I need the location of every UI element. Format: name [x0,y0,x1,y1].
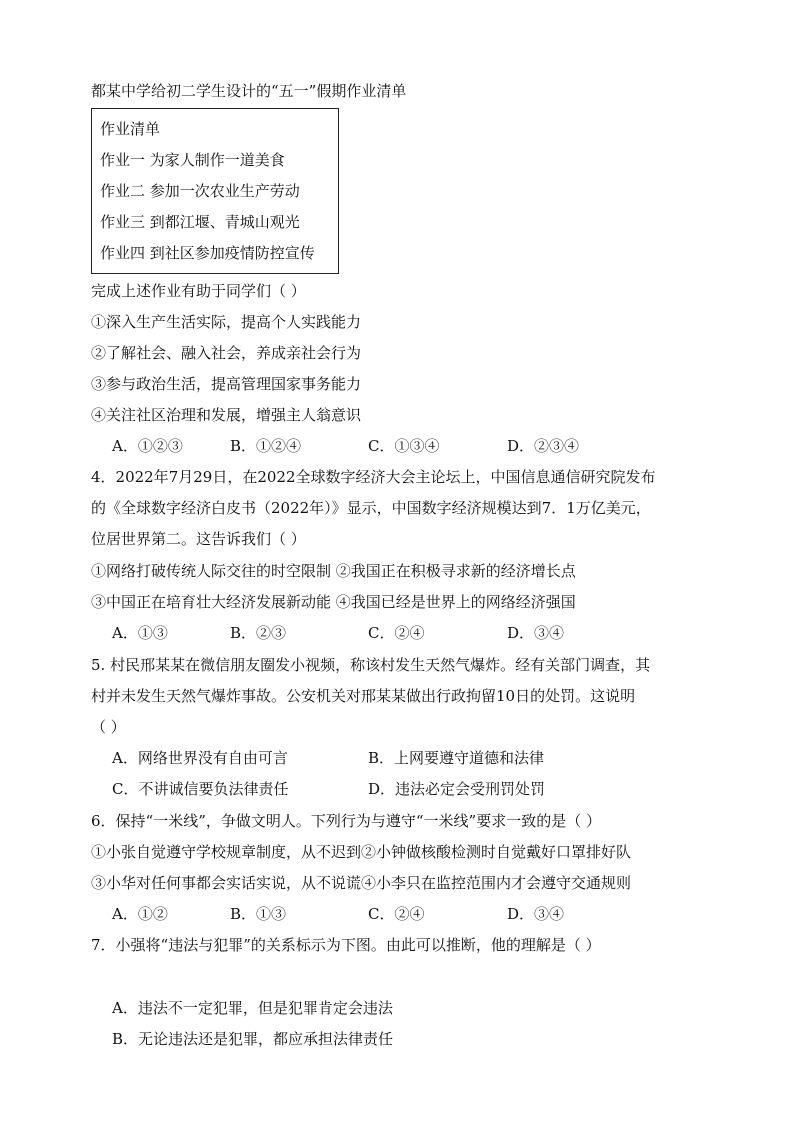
q5-option-c[interactable]: C．不讲诚信要负法律责任 [112,780,289,798]
q4-stem-line: 4．2022年7月29日，在2022全球数字经济大会主论坛上，中国信息通信研究院发布 [91,468,656,486]
q5-stem-line: （ ） [91,718,126,736]
q7-stem: 7．小强将“违法与犯罪”的关系标示为下图。由此可以推断，他的理解是（ ） [91,936,601,954]
q6-statement: ③小华对任何事都会实话实说，从不说谎④小李只在监控范围内才会遵守交通规则 [91,874,632,892]
homework-item: 作业一 为家人制作一道美食 [100,151,285,169]
q6-option-b[interactable]: B．①③ [230,905,287,923]
intro-text: 都某中学给初二学生设计的“五一”假期作业清单 [91,82,407,100]
q4-stem-line: 的《全球数字经济白皮书（2022年）》显示，中国数字经济规模达到7．1万亿美元， [91,499,651,517]
homework-item: 作业四 到社区参加疫情防控宣传 [100,244,315,262]
q3-statement: ④关注社区治理和发展，增强主人翁意识 [91,406,362,424]
homework-box-title: 作业清单 [100,120,161,138]
q5-stem-line: 村并未发生天然气爆炸事故。公安机关对邢某某做出行政拘留10日的处罚。这说明 [91,687,636,705]
q4-option-d[interactable]: D．③④ [507,624,565,642]
q5-stem-line: 5. 村民邢某某在微信朋友圈发小视频，称该村发生天然气爆炸。经有关部门调查，其 [91,656,651,674]
q6-stem: 6．保持“一米线”，争做文明人。下列行为与遵守“一米线”要求一致的是（ ） [91,812,601,830]
q4-option-b[interactable]: B．②③ [230,624,287,642]
q3-option-a[interactable]: A．①②③ [112,437,183,455]
q6-option-a[interactable]: A．①② [112,905,168,923]
q4-statement: ③中国正在培育壮大经济发展新动能 ④我国已经是世界上的网络经济强国 [91,593,576,611]
q3-option-d[interactable]: D．②③④ [507,437,580,455]
q3-statement: ②了解社会、融入社会，养成亲社会行为 [91,344,362,362]
homework-item: 作业二 参加一次农业生产劳动 [100,182,300,200]
q6-statement: ①小张自觉遵守学校规章制度，从不迟到②小钟做核酸检测时自觉戴好口罩排好队 [91,843,632,861]
q3-stem: 完成上述作业有助于同学们（ ） [91,282,306,300]
q7-option-b[interactable]: B．无论违法还是犯罪，都应承担法律责任 [112,1030,394,1048]
q3-option-b[interactable]: B．①②④ [230,437,302,455]
q4-statement: ①网络打破传统人际交往的时空限制 ②我国正在积极寻求新的经济增长点 [91,562,576,580]
q4-option-c[interactable]: C．②④ [368,624,425,642]
q6-option-c[interactable]: C．②④ [368,905,425,923]
homework-item: 作业三 到都江堰、青城山观光 [100,213,300,231]
q5-option-a[interactable]: A．网络世界没有自由可言 [112,749,288,767]
q4-stem-line: 位居世界第二。这告诉我们（ ） [91,530,306,548]
q5-option-b[interactable]: B．上网要遵守道德和法律 [368,749,545,767]
q7-option-a[interactable]: A．违法不一定犯罪，但是犯罪肯定会违法 [112,999,393,1017]
q3-statement: ①深入生产生活实际，提高个人实践能力 [91,313,362,331]
q6-option-d[interactable]: D．③④ [507,905,565,923]
homework-list-box [91,108,339,274]
q5-option-d[interactable]: D．违法必定会受刑罚处罚 [368,780,546,798]
q3-option-c[interactable]: C．①③④ [368,437,440,455]
q4-option-a[interactable]: A．①③ [112,624,168,642]
q3-statement: ③参与政治生活，提高管理国家事务能力 [91,375,362,393]
